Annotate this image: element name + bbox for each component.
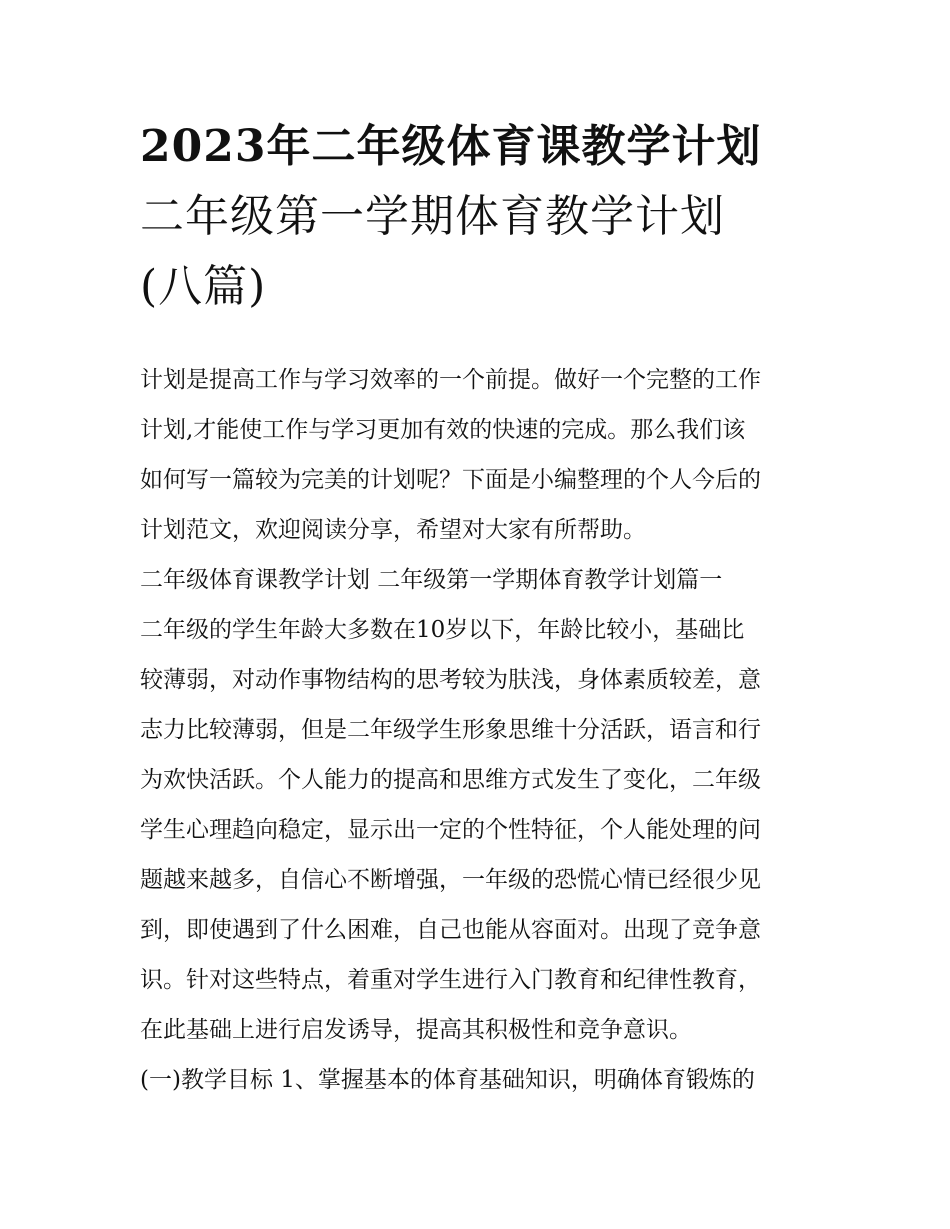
intro-paragraph — [140, 355, 820, 555]
text-line: 如何写一篇较为完美的计划呢？下面是小编整理的个人今后的 — [140, 467, 761, 493]
title-line: 二年级第一学期体育教学计划 — [140, 191, 725, 242]
text-line: 计划范文，欢迎阅读分享，希望对大家有所帮助。 — [140, 517, 646, 543]
text-line: 在此基础上进行启发诱导，提高其积极性和竞争意识。 — [140, 1017, 692, 1043]
text-line: 二年级的学生年龄大多数在10岁以下，年龄比较小，基础比 — [140, 617, 745, 643]
title-line: (八篇) — [140, 261, 267, 312]
text-line: 识。针对这些特点，着重对学生进行入门教育和纪律性教育， — [140, 967, 761, 993]
text-line: 为欢快活跃。个人能力的提高和思维方式发生了变化，二年级 — [140, 767, 761, 793]
body-paragraph — [140, 605, 820, 1055]
text-line: 计划,才能使工作与学习更加有效的快速的完成。那么我们该 — [140, 417, 746, 443]
section-heading — [140, 555, 820, 605]
text-line: 到，即使遇到了什么困难，自己也能从容面对。出现了竞争意 — [140, 917, 761, 943]
text-line: 学生心理趋向稳定，显示出一定的个性特征，个人能处理的问 — [140, 817, 761, 843]
page-title — [140, 112, 820, 322]
text-line: 计划是提高工作与学习效率的一个前提。做好一个完整的工作 — [140, 367, 761, 393]
text-line: 题越来越多，自信心不断增强，一年级的恐慌心情已经很少见 — [140, 867, 761, 893]
text-line: 志力比较薄弱，但是二年级学生形象思维十分活跃，语言和行 — [140, 717, 761, 743]
text-line: 二年级体育课教学计划 二年级第一学期体育教学计划篇一 — [140, 567, 723, 593]
title-line: 2023年二年级体育课教学计划 — [140, 121, 762, 172]
text-line: 较薄弱，对动作事物结构的思考较为肤浅，身体素质较差，意 — [140, 667, 761, 693]
text-line: (一)教学目标 1、掌握基本的体育基础知识，明确体育锻炼的 — [140, 1067, 755, 1093]
body-paragraph — [140, 1055, 820, 1105]
